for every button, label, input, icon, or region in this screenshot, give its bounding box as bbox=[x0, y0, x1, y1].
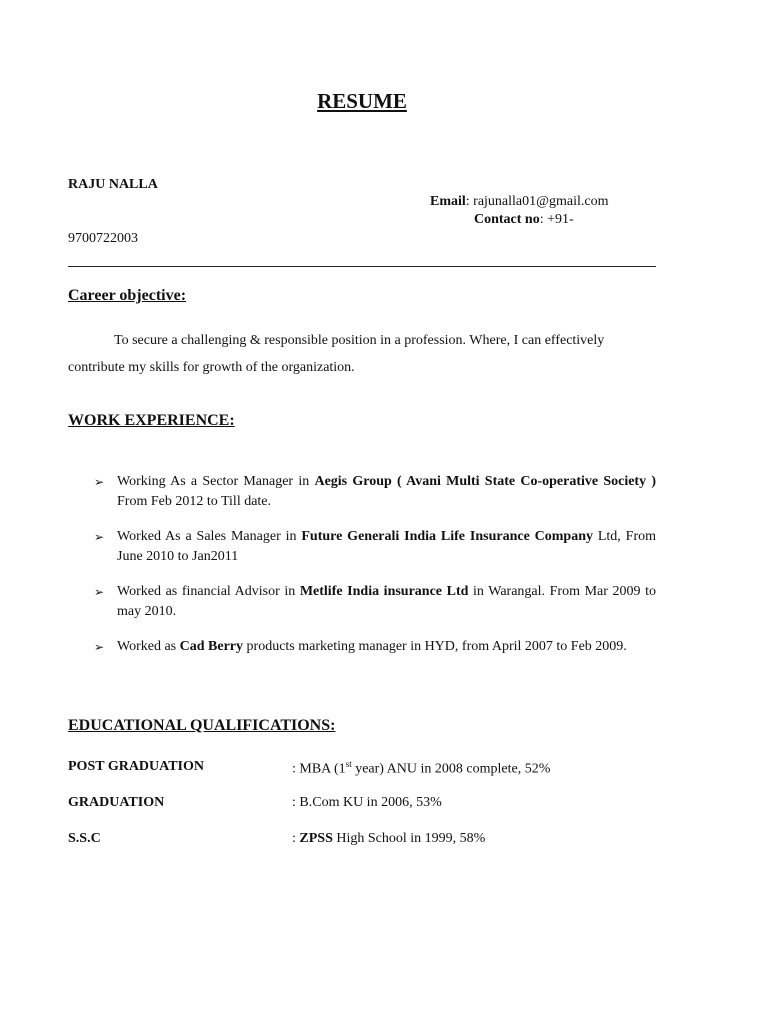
arrow-bullet-icon: ➢ bbox=[94, 530, 105, 544]
email-line bbox=[430, 194, 609, 210]
email-label: Email bbox=[430, 194, 466, 209]
candidate-name: RAJU NALLA bbox=[68, 177, 158, 192]
arrow-bullet-icon: ➢ bbox=[94, 585, 105, 599]
career-text-line1: To secure a challenging & responsible position in a profession. Where, I can effectively bbox=[114, 333, 605, 348]
list-item: ➢ Working As a Sector Manager in Aegis Group ( Avani Multi State Co-operative Society ) From Feb 2012 to Till date. bbox=[94, 474, 656, 509]
resume-title: RESUME bbox=[317, 89, 407, 113]
qualification-label: GRADUATION bbox=[68, 795, 165, 810]
arrow-bullet-icon: ➢ bbox=[94, 640, 105, 654]
contact-value: : +91- bbox=[539, 212, 574, 227]
list-item: ➢ Worked As a Sales Manager in Future Generali India Life Insurance Company Ltd, From June 2010 to Jan2011 bbox=[94, 529, 657, 564]
email-value: : rajunalla01@gmail.com bbox=[465, 194, 609, 209]
list-item: ➢ Worked as financial Advisor in Metlife India insurance Ltd in Warangal. From Mar 2009 to may 2010. bbox=[94, 584, 656, 619]
header-divider bbox=[68, 266, 656, 267]
phone-number: 9700722003 bbox=[68, 231, 138, 246]
qualification-value: : MBA (1st year) ANU in 2008 complete, 52% bbox=[292, 759, 551, 777]
qualification-label: POST GRADUATION bbox=[68, 759, 205, 774]
qualification-label: S.S.C bbox=[68, 831, 101, 846]
career-objective-heading: Career objective: bbox=[68, 287, 187, 304]
qualification-value: : B.Com KU in 2006, 53% bbox=[292, 795, 442, 810]
contact-label: Contact no bbox=[474, 212, 540, 227]
education-heading: EDUCATIONAL QUALIFICATIONS: bbox=[68, 717, 336, 734]
list-item: ➢ Worked as Cad Berry products marketing manager in HYD, from April 2007 to Feb 2009. bbox=[68, 637, 656, 657]
career-text-line2: contribute my skills for growth of the organization. bbox=[68, 360, 355, 375]
work-experience-heading: WORK EXPERIENCE: bbox=[68, 412, 235, 429]
career-objective-text bbox=[68, 327, 656, 381]
qualification-value: : ZPSS High School in 1999, 58% bbox=[292, 831, 486, 846]
contact-line bbox=[474, 212, 574, 228]
work-experience-list bbox=[68, 472, 656, 672]
arrow-bullet-icon: ➢ bbox=[94, 475, 105, 489]
